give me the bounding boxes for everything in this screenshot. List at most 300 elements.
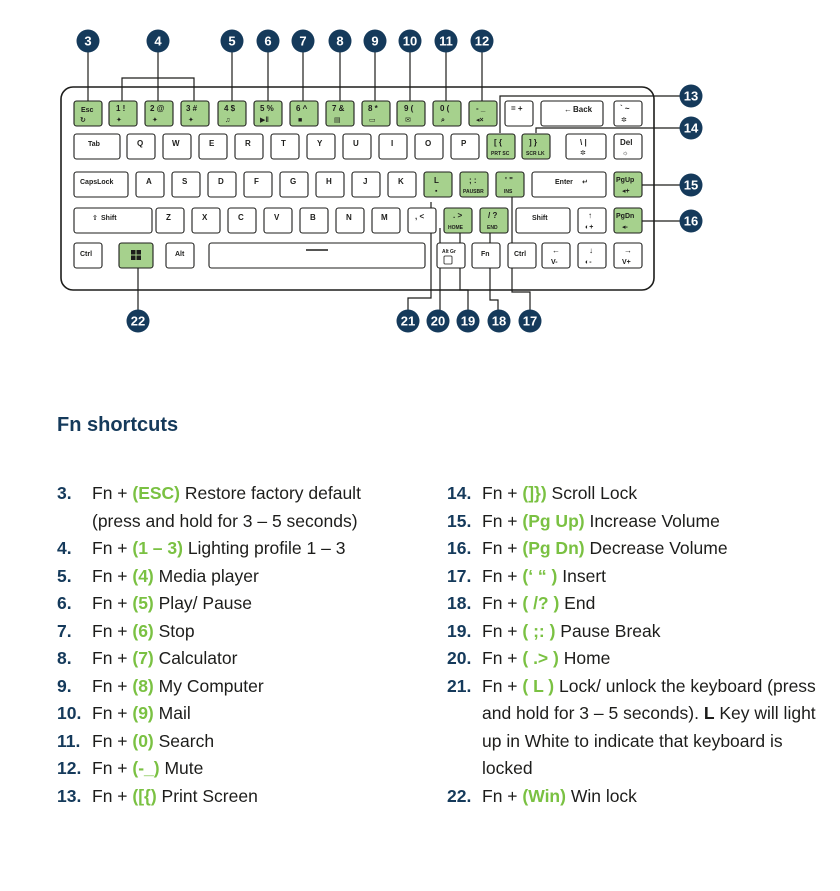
key-down: [578, 243, 606, 268]
svg-text:⇧: ⇧: [92, 215, 98, 222]
shortcut-description: End: [559, 593, 596, 613]
svg-text:4 $: 4 $: [224, 104, 236, 113]
volume-down-icon: ◂-: [622, 224, 628, 231]
shortcut-item: [447, 645, 822, 673]
shortcut-number: 12.: [57, 758, 82, 778]
key-b: [300, 208, 328, 233]
shortcut-key: (4): [132, 565, 154, 586]
key-3: [181, 101, 209, 126]
key-z: [156, 208, 184, 233]
svg-text:V-: V-: [551, 259, 558, 266]
key-w: [163, 134, 191, 159]
key-back: [541, 101, 603, 126]
shortcut-number: 14.: [447, 483, 472, 503]
svg-text:, <: , <: [415, 212, 425, 221]
shortcut-item: [447, 535, 822, 563]
shortcut-key: (7): [132, 648, 154, 668]
key-f: [244, 172, 272, 197]
svg-text:HOME: HOME: [448, 225, 463, 231]
shortcut-prefix: Fn +: [482, 785, 523, 806]
shortcut-text: [482, 673, 822, 783]
svg-text:←: ←: [564, 105, 572, 114]
shortcut-key: (ESC): [132, 483, 181, 503]
shortcut-item: [447, 563, 822, 591]
shortcut-number: 4.: [57, 538, 72, 558]
key-1: [109, 101, 137, 126]
brightness-icon: ✲: [580, 150, 586, 157]
shortcut-number: 8.: [57, 648, 72, 668]
svg-text:1 !: 1 !: [116, 104, 126, 113]
svg-text:H: H: [326, 177, 332, 186]
shortcut-number: 6.: [57, 593, 72, 613]
callout-14: [680, 117, 703, 140]
key-tab: [74, 134, 120, 159]
callout-13: [680, 85, 703, 108]
shortcut-prefix: Fn +: [92, 620, 133, 641]
shortcut-item: [447, 480, 822, 508]
keyboard-diagram: [0, 0, 840, 400]
shortcut-item: [447, 618, 822, 646]
svg-text:7: 7: [299, 33, 307, 49]
shortcut-prefix: Fn +: [92, 483, 133, 503]
callout-20: [427, 310, 450, 333]
svg-text:R: R: [245, 139, 251, 148]
brightness-icon: ✲: [621, 117, 627, 124]
callout-4: [147, 30, 170, 53]
shortcut-key: (‘ “ ): [522, 565, 558, 586]
bulb-icon: ✦: [152, 117, 158, 124]
shortcut-key: (Pg Up): [522, 510, 585, 531]
svg-text:A: A: [146, 177, 152, 186]
shortcut-text: [482, 480, 637, 508]
shortcut-item: [57, 590, 405, 618]
shortcut-description: Home: [558, 648, 611, 668]
svg-text:E: E: [209, 139, 215, 148]
callout-5: [221, 30, 244, 53]
svg-text:11: 11: [439, 33, 453, 49]
key-semicolon: [460, 172, 488, 197]
svg-text:Q: Q: [137, 139, 144, 148]
sun-icon: ☼: [622, 150, 629, 157]
svg-text:' ": ' ": [505, 176, 513, 185]
svg-text:4: 4: [154, 33, 162, 49]
svg-text:5: 5: [228, 33, 236, 49]
key-t: [271, 134, 299, 159]
key-m: [372, 208, 400, 233]
shortcut-description: Pause Break: [555, 620, 661, 641]
shortcut-prefix: Fn +: [92, 758, 133, 778]
svg-text:18: 18: [491, 313, 507, 329]
svg-text:6 ^: 6 ^: [296, 104, 308, 113]
svg-text:; :: ; :: [469, 176, 477, 185]
key-period: [444, 208, 472, 233]
key-q: [127, 134, 155, 159]
shortcut-text: [92, 728, 214, 756]
key-y: [307, 134, 335, 159]
svg-text:F: F: [254, 177, 259, 186]
shortcut-text: [92, 755, 203, 783]
shortcut-prefix: Fn +: [92, 730, 133, 751]
svg-text:0 (: 0 (: [440, 104, 450, 113]
shortcut-text: [482, 783, 637, 811]
shortcut-text: [92, 618, 195, 646]
shortcut-key: (0): [132, 730, 154, 751]
key-capslock: [74, 172, 128, 197]
volume-up-icon: ◂+: [622, 188, 630, 195]
shortcut-text: [482, 645, 610, 673]
shortcut-prefix: Fn +: [92, 785, 133, 806]
key-v: [264, 208, 292, 233]
key-i: [379, 134, 407, 159]
shortcut-text: [482, 563, 606, 591]
shortcut-prefix: Fn +: [482, 593, 523, 613]
svg-text:19: 19: [460, 313, 476, 329]
key-shift-left: [74, 208, 152, 233]
shortcut-number: 10.: [57, 703, 82, 723]
shortcut-text: [92, 700, 191, 728]
svg-text:←: ←: [552, 246, 560, 255]
shortcut-number: 5.: [57, 565, 72, 586]
key-0: [433, 101, 461, 126]
svg-text:Enter: Enter: [555, 179, 573, 186]
shortcut-description: Lock/ unlock the keyboard (press and hold for 3 – 5 seconds).: [482, 675, 816, 723]
key-equals: [505, 101, 533, 126]
key-l: [424, 172, 452, 197]
shortcut-description-extra: Key will light up in White to indicate that keyboard is locked: [482, 703, 816, 778]
key-a: [136, 172, 164, 197]
shortcut-text: [92, 563, 259, 591]
key-quote: [496, 172, 524, 197]
shortcut-description: Search: [153, 730, 215, 751]
shortcut-description: Win lock: [565, 785, 637, 806]
svg-text:15: 15: [683, 177, 699, 193]
section-title: Fn shortcuts: [57, 414, 179, 436]
key-j: [352, 172, 380, 197]
shortcut-key: (5): [132, 593, 154, 613]
shortcut-key: (1 – 3): [132, 538, 183, 558]
key-enter: [532, 172, 606, 197]
key-4: [218, 101, 246, 126]
svg-text:21: 21: [400, 313, 416, 329]
svg-text:M: M: [381, 213, 388, 222]
shortcut-key: (Pg Dn): [522, 538, 585, 558]
callout-19: [457, 310, 480, 333]
shortcut-item: [57, 783, 405, 811]
shortcut-description: My Computer: [153, 675, 264, 696]
shortcut-text: [92, 673, 264, 701]
shortcut-text: [92, 480, 405, 535]
callout-3: [77, 30, 100, 53]
shortcut-prefix: Fn +: [482, 510, 523, 531]
key-alt-left: [166, 243, 194, 268]
brightness-up-icon: ◐+: [585, 224, 594, 231]
svg-text:5 %: 5 %: [260, 104, 274, 113]
key-pgup: [614, 172, 642, 197]
svg-text:9: 9: [371, 33, 379, 49]
svg-text:Y: Y: [317, 139, 323, 148]
shortcut-text: [482, 535, 728, 563]
shortcut-key: ( L ): [522, 675, 555, 696]
svg-text:Shift: Shift: [532, 215, 548, 222]
svg-text:PAUSBR: PAUSBR: [463, 189, 484, 195]
svg-text:INS: INS: [504, 189, 513, 195]
svg-text:Tab: Tab: [88, 141, 100, 148]
key-shift-right: [516, 208, 570, 233]
shortcut-number: 20.: [447, 648, 472, 668]
shortcut-item: [57, 673, 405, 701]
shortcut-description: Mute: [159, 758, 204, 778]
svg-text:W: W: [172, 139, 180, 148]
svg-text:X: X: [202, 213, 208, 222]
key-5: [254, 101, 282, 126]
shortcut-key: ( ;: ): [522, 620, 556, 641]
shortcut-item: [57, 563, 405, 591]
key-slash: [480, 208, 508, 233]
svg-text:↵: ↵: [582, 179, 588, 186]
key-left: [542, 243, 570, 268]
shortcut-number: 19.: [447, 620, 472, 641]
shortcut-key: ( .> ): [522, 648, 559, 668]
svg-text:Back: Back: [573, 105, 593, 114]
key-2: [145, 101, 173, 126]
shortcut-prefix: Fn +: [92, 538, 133, 558]
key-up: [578, 208, 606, 233]
shortcut-key: (-_): [132, 758, 160, 778]
key-u: [343, 134, 371, 159]
shortcut-prefix: Fn +: [482, 648, 523, 668]
shortcut-description: Increase Volume: [584, 510, 720, 531]
callout-8: [329, 30, 352, 53]
restore-icon: ↻: [80, 117, 86, 124]
shortcut-description: Restore factory default (press and hold for 3 – 5 seconds): [92, 483, 361, 531]
svg-text:Esc: Esc: [81, 107, 94, 114]
callout-15: [680, 174, 703, 197]
svg-text:16: 16: [683, 213, 699, 229]
svg-text:Del: Del: [620, 138, 633, 147]
svg-text:. >: . >: [453, 211, 463, 220]
shortcut-description: Mail: [153, 703, 191, 723]
shortcut-text: [92, 783, 258, 811]
key-x: [192, 208, 220, 233]
svg-text:17: 17: [522, 313, 538, 329]
callout-9: [364, 30, 387, 53]
svg-text:` ~: ` ~: [620, 104, 630, 113]
key-esc: [74, 101, 102, 126]
shortcut-prefix: Fn +: [482, 620, 523, 641]
key-h: [316, 172, 344, 197]
svg-text:C: C: [238, 213, 244, 222]
key-win: [119, 243, 153, 268]
bulb-icon: ✦: [188, 117, 194, 124]
shortcut-item: [57, 480, 405, 535]
svg-text:PgDn: PgDn: [616, 213, 635, 220]
shortcut-prefix: Fn +: [92, 648, 133, 668]
shortcut-prefix: Fn +: [482, 538, 523, 558]
shortcut-number: 7.: [57, 620, 72, 641]
callout-21: [397, 310, 420, 333]
callout-10: [399, 30, 422, 53]
shortcut-description: Print Screen: [156, 785, 258, 806]
search-icon: ⌕: [441, 117, 445, 124]
computer-icon: ▭: [369, 117, 376, 124]
shortcut-number: 3.: [57, 483, 72, 503]
svg-text:→: →: [624, 246, 632, 255]
key-backslash: [566, 134, 606, 159]
key-right: [614, 243, 642, 268]
shortcut-list-left: [57, 480, 405, 810]
shortcut-description: Decrease Volume: [584, 538, 728, 558]
stop-icon: ■: [298, 117, 303, 124]
shortcut-text: [92, 645, 237, 673]
callout-17: [519, 310, 542, 333]
shortcut-prefix: Fn +: [482, 483, 523, 503]
shortcut-prefix: Fn +: [92, 703, 133, 723]
shortcut-description: Scroll Lock: [546, 483, 638, 503]
svg-text:3 #: 3 #: [186, 104, 198, 113]
svg-text:Alt: Alt: [175, 251, 185, 258]
shortcut-item: [57, 535, 405, 563]
svg-text:\ |: \ |: [580, 138, 587, 147]
svg-text:G: G: [290, 177, 297, 186]
shortcut-number: 22.: [447, 785, 472, 806]
shortcut-number: 9.: [57, 675, 72, 696]
key-6: [290, 101, 318, 126]
svg-text:O: O: [425, 139, 432, 148]
callout-18: [488, 310, 511, 333]
key-9: [397, 101, 425, 126]
callout-12: [471, 30, 494, 53]
svg-text:SCR LK: SCR LK: [526, 151, 545, 157]
svg-text:Fn: Fn: [481, 251, 490, 258]
shortcut-item: [447, 508, 822, 536]
key-g: [280, 172, 308, 197]
key-del: [614, 134, 642, 159]
mail-icon: ✉: [405, 117, 411, 124]
shortcut-description: Lighting profile 1 – 3: [182, 538, 346, 558]
shortcut-key: ([{): [132, 785, 157, 806]
shortcut-number: 11.: [57, 730, 81, 751]
svg-text:B: B: [310, 213, 316, 222]
shortcut-key: ( /? ): [522, 593, 560, 613]
svg-text:12: 12: [474, 33, 490, 49]
key-7: [326, 101, 354, 126]
shortcut-description: Calculator: [153, 648, 238, 668]
callout-11: [435, 30, 458, 53]
shortcut-key: (9): [132, 703, 154, 723]
svg-text:7 &: 7 &: [332, 104, 345, 113]
svg-text:T: T: [281, 139, 286, 148]
svg-text:- _: - _: [476, 104, 486, 113]
key-ctrl-left: [74, 243, 102, 268]
music-icon: ♫: [225, 117, 231, 124]
lock-icon: ▪: [435, 188, 438, 195]
svg-text:= +: = +: [511, 104, 523, 113]
shortcut-key: (8): [132, 675, 154, 696]
key-left-bracket: [487, 134, 515, 159]
key-space: [209, 243, 425, 268]
shortcut-key: (Win): [522, 785, 566, 806]
svg-text:2 @: 2 @: [150, 104, 165, 113]
svg-text:L: L: [434, 176, 439, 185]
play-pause-icon: ▶‖: [260, 117, 269, 124]
mute-icon: ◂×: [476, 117, 484, 124]
svg-text:10: 10: [402, 33, 418, 49]
svg-text:PRT SC: PRT SC: [491, 151, 510, 157]
key-backtick: [614, 101, 642, 126]
svg-text:20: 20: [430, 313, 446, 329]
callout-16: [680, 210, 703, 233]
key-minus: [469, 101, 497, 126]
svg-text:END: END: [487, 225, 498, 231]
shortcut-item: [447, 783, 822, 811]
svg-text:Z: Z: [166, 213, 171, 222]
bulb-icon: ✦: [116, 117, 122, 124]
key-p: [451, 134, 479, 159]
svg-text:PgUp: PgUp: [616, 177, 635, 184]
svg-text:J: J: [363, 177, 368, 186]
svg-text:N: N: [346, 213, 352, 222]
key-k: [388, 172, 416, 197]
brightness-down-icon: ◐-: [585, 259, 592, 266]
svg-text:↑: ↑: [588, 211, 592, 220]
shortcut-number: 16.: [447, 538, 472, 558]
svg-text:13: 13: [683, 88, 699, 104]
shortcut-prefix: Fn +: [92, 675, 133, 696]
svg-text:I: I: [391, 139, 394, 148]
key-8: [362, 101, 390, 126]
shortcut-item: [57, 700, 405, 728]
svg-text:/ ?: / ?: [488, 211, 498, 220]
svg-text:D: D: [218, 177, 224, 186]
svg-text:3: 3: [84, 33, 92, 49]
key-e: [199, 134, 227, 159]
key-c: [228, 208, 256, 233]
svg-text:[ {: [ {: [494, 138, 502, 147]
svg-text:K: K: [398, 177, 404, 186]
shortcut-text: [482, 590, 595, 618]
shortcut-item: [57, 645, 405, 673]
shortcut-bold-key: L: [698, 703, 715, 723]
svg-text:V+: V+: [622, 259, 631, 266]
shortcut-text: [92, 535, 345, 563]
shortcut-number: 15.: [447, 510, 472, 531]
key-r: [235, 134, 263, 159]
svg-text:Shift: Shift: [101, 215, 117, 222]
key-fn: [472, 243, 500, 268]
svg-text:P: P: [461, 139, 467, 148]
svg-text:↓: ↓: [589, 246, 593, 255]
key-ctrl-right: [508, 243, 536, 268]
svg-text:Ctrl: Ctrl: [80, 251, 93, 258]
svg-text:22: 22: [130, 313, 146, 329]
key-right-bracket: [522, 134, 550, 159]
shortcut-prefix: Fn +: [482, 675, 523, 696]
callout-22: [127, 310, 150, 333]
shortcut-item: [447, 673, 822, 783]
key-comma: [408, 208, 436, 233]
key-d: [208, 172, 236, 197]
svg-text:CapsLock: CapsLock: [80, 179, 114, 186]
shortcut-key: (6): [132, 620, 154, 641]
svg-text:V: V: [274, 213, 280, 222]
shortcut-item: [447, 590, 822, 618]
svg-text:14: 14: [683, 120, 699, 136]
shortcut-description: Media player: [153, 565, 259, 586]
key-pgdn: [614, 208, 642, 233]
callout-7: [292, 30, 315, 53]
shortcut-description: Insert: [557, 565, 607, 586]
key-o: [415, 134, 443, 159]
